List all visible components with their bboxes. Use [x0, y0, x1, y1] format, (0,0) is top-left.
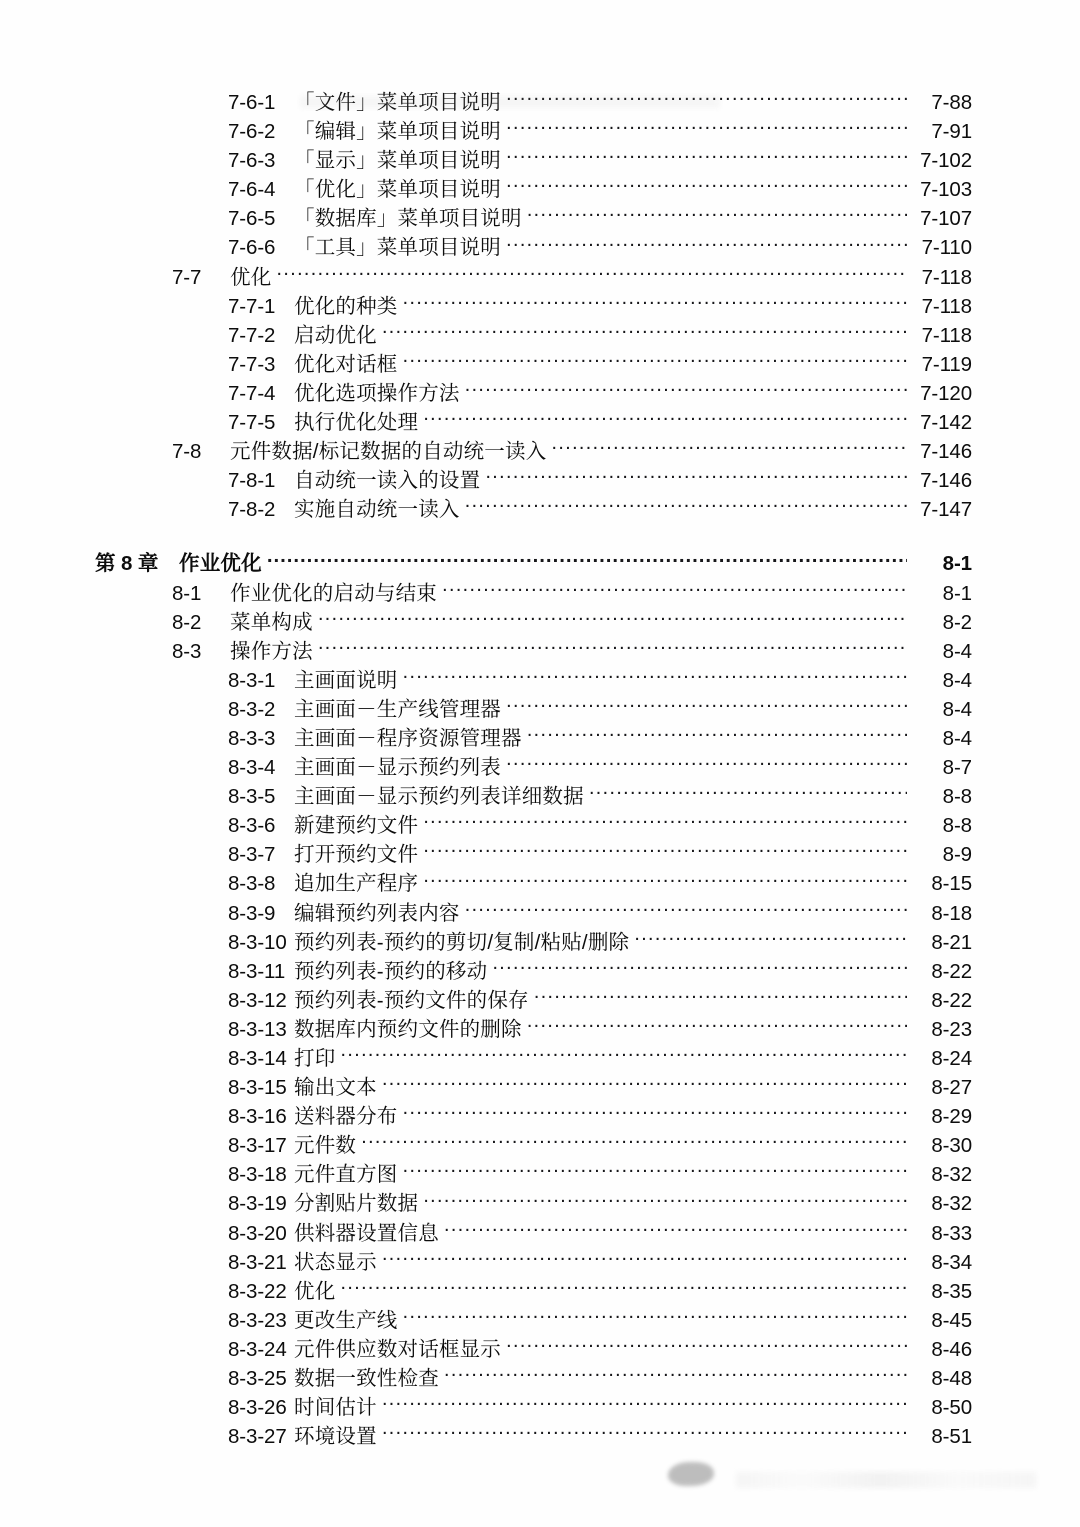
- toc-entry[interactable]: [0, 608, 1080, 637]
- toc-entry-title: 自动统一读入的设置: [294, 469, 481, 493]
- toc-entry[interactable]: [0, 1277, 1080, 1306]
- toc-entry-number: 8-3-15: [228, 1076, 287, 1100]
- toc-entry-title: 打印: [294, 1047, 336, 1070]
- toc-entry-title: 「显示」菜单项目说明: [294, 149, 501, 173]
- toc-entry[interactable]: [0, 986, 1080, 1015]
- toc-entry-page-number: 8-32: [931, 1192, 972, 1216]
- toc-entry-page-number: 7-118: [921, 323, 972, 347]
- toc-entry-page-number: 8-7: [942, 756, 972, 780]
- toc-entry[interactable]: [0, 117, 1080, 146]
- dot-leader: [403, 350, 908, 371]
- toc-entry[interactable]: [0, 1102, 1080, 1131]
- toc-entry-number: 8-3-3: [228, 726, 276, 750]
- toc-entry-number: 8-3-23: [228, 1308, 287, 1332]
- toc-entry[interactable]: [0, 1364, 1080, 1393]
- toc-entry[interactable]: [0, 1131, 1080, 1160]
- toc-entry-title: 菜单构成: [230, 610, 313, 634]
- toc-entry[interactable]: [0, 1422, 1080, 1451]
- toc-entry-number: 8-3-20: [228, 1221, 287, 1245]
- toc-entry-number: 7-6-3: [228, 149, 276, 173]
- toc-entry-title: 优化: [230, 265, 272, 289]
- toc-entry-title: 操作方法: [230, 639, 313, 663]
- toc-entry-title: 主画面－程序资源管理器: [294, 726, 522, 750]
- toc-entry-number: 8-3-12: [228, 988, 287, 1012]
- toc-entry-page-number: 7-110: [921, 236, 972, 260]
- toc-entry[interactable]: [0, 899, 1080, 928]
- toc-entry-number: 8-3-8: [228, 872, 276, 896]
- toc-entry-number: 8-3-1: [228, 668, 276, 692]
- scan-artifact-watermark: [736, 1472, 1036, 1488]
- toc-entry[interactable]: [0, 579, 1080, 608]
- dot-leader: [506, 1335, 907, 1356]
- toc-entry-page-number: 8-1: [942, 552, 972, 576]
- toc-entry-number: 第 8 章: [95, 552, 159, 576]
- toc-entry-number: 8-3-22: [228, 1279, 287, 1303]
- toc-entry-title: 时间估计: [294, 1396, 377, 1420]
- dot-leader: [506, 176, 907, 197]
- toc-entry-page-number: 8-45: [931, 1308, 972, 1332]
- toc-entry-title: 环境设置: [294, 1425, 377, 1449]
- toc-entry-number: 7-7-3: [228, 352, 276, 376]
- dot-leader: [485, 467, 907, 488]
- toc-entry-number: 8-3-11: [228, 959, 286, 983]
- toc-entry-page-number: 8-21: [931, 930, 972, 954]
- toc-entry-number: 8-3-26: [228, 1396, 287, 1420]
- toc-entry[interactable]: [0, 1219, 1080, 1248]
- toc-entry[interactable]: [0, 233, 1080, 262]
- dot-leader: [527, 205, 907, 226]
- toc-entry-title: 「编辑」菜单项目说明: [294, 120, 501, 144]
- toc-entry-page-number: 7-88: [931, 91, 972, 114]
- toc-entry-page-number: 7-147: [920, 498, 972, 522]
- toc-entry[interactable]: [0, 175, 1080, 204]
- toc-entry[interactable]: [0, 495, 1080, 524]
- dot-leader: [506, 695, 907, 716]
- toc-entry-title: 作业优化: [179, 552, 262, 576]
- toc-entry-title: 「工具」菜单项目说明: [294, 236, 501, 260]
- toc-entry-number: 8-3-16: [228, 1105, 287, 1129]
- toc-entry-page-number: 7-107: [920, 207, 972, 231]
- toc-entry-page-number: 8-8: [942, 785, 972, 809]
- toc-entry-page-number: 8-4: [942, 697, 972, 721]
- toc-entry-title: 数据库内预约文件的删除: [294, 1017, 522, 1041]
- toc-entry-title: 打开预约文件: [294, 843, 419, 867]
- toc-entry-page-number: 7-118: [921, 265, 972, 289]
- toc-entry-number: 7-7-4: [228, 381, 276, 405]
- toc-entry-title: 预约列表-预约的剪切/复制/粘贴/删除: [294, 930, 630, 954]
- dot-leader: [465, 899, 907, 920]
- toc-entry-page-number: 8-34: [931, 1250, 972, 1274]
- toc-entry-page-number: 8-15: [931, 872, 972, 896]
- toc-entry[interactable]: [0, 1335, 1080, 1364]
- dot-leader: [442, 579, 907, 600]
- toc-entry[interactable]: [0, 637, 1080, 666]
- dot-leader: [403, 1161, 908, 1182]
- toc-entry-number: 8-3-25: [228, 1367, 287, 1391]
- toc-entry-number: 8-3-10: [228, 930, 287, 954]
- toc-entry-page-number: 7-103: [920, 178, 972, 202]
- toc-entry[interactable]: [0, 782, 1080, 811]
- dot-leader: [423, 409, 907, 430]
- toc-entry[interactable]: [0, 666, 1080, 695]
- toc-entry-title: 状态显示: [294, 1250, 377, 1274]
- toc-entry-number: 7-8-2: [228, 498, 276, 522]
- toc-entry-number: 8-2: [172, 610, 202, 634]
- toc-entry-page-number: 8-30: [931, 1134, 972, 1158]
- toc-entry-number: 8-3-7: [228, 843, 276, 867]
- dot-leader: [423, 1190, 907, 1211]
- toc-entry[interactable]: [0, 321, 1080, 350]
- section-gap: [0, 524, 1080, 549]
- toc-entry-number: 7-7-2: [228, 323, 276, 347]
- toc-entry-number: 8-3-5: [228, 785, 276, 809]
- toc-entry-number: 7-7-1: [228, 294, 276, 318]
- toc-entry-number: 7-8: [172, 440, 202, 464]
- toc-entry-page-number: 8-9: [942, 843, 972, 867]
- toc-entry[interactable]: [0, 1189, 1080, 1218]
- toc-entry-number: 7-6-5: [228, 207, 276, 231]
- toc-entry-title: 启动优化: [294, 323, 377, 347]
- dot-leader: [506, 234, 907, 255]
- toc-entry[interactable]: [0, 204, 1080, 233]
- toc-entry-number: 8-3-6: [228, 814, 276, 838]
- dot-leader: [267, 550, 907, 571]
- toc-entry-number: 8-3-24: [228, 1337, 287, 1361]
- toc-entry-title: 新建预约文件: [294, 814, 419, 838]
- dot-leader: [318, 637, 907, 658]
- toc-entry-title: 作业优化的启动与结束: [230, 581, 437, 605]
- dot-leader: [382, 321, 907, 342]
- toc-entry[interactable]: [0, 292, 1080, 321]
- toc-entry-page-number: 8-50: [931, 1396, 972, 1420]
- dot-leader: [527, 724, 907, 745]
- toc-entry[interactable]: [0, 350, 1080, 379]
- dot-leader: [506, 147, 907, 168]
- toc-entry-number: 8-3-17: [228, 1134, 287, 1158]
- toc-entry[interactable]: [0, 1044, 1080, 1073]
- dot-leader: [403, 1306, 908, 1327]
- dot-leader: [506, 118, 907, 139]
- toc-entry-page-number: 8-4: [942, 639, 972, 663]
- toc-entry-page-number: 8-48: [931, 1367, 972, 1391]
- toc-entry-page-number: 7-142: [920, 411, 972, 435]
- toc-entry-title: 预约列表-预约的移动: [294, 959, 488, 983]
- dot-leader: [382, 1248, 907, 1269]
- toc-entry-page-number: 8-46: [931, 1337, 972, 1361]
- toc-entry-title: 「优化」菜单项目说明: [294, 178, 501, 202]
- toc-entry-number: 8-3-14: [228, 1047, 287, 1070]
- toc-entry[interactable]: [0, 724, 1080, 753]
- dot-leader: [527, 1015, 907, 1036]
- toc-entry-title: 更改生产线: [294, 1308, 398, 1332]
- dot-leader: [444, 1219, 907, 1240]
- toc-entry-title: 「数据库」菜单项目说明: [294, 207, 522, 231]
- scan-artifact-smudge: [668, 1462, 714, 1486]
- toc-entry-title: 分割贴片数据: [294, 1192, 419, 1216]
- toc-entry[interactable]: [0, 1015, 1080, 1044]
- toc-entry-number: 8-3-2: [228, 697, 276, 721]
- toc-entry-page-number: 8-33: [931, 1221, 972, 1245]
- toc-entry-title: 元件数: [294, 1134, 357, 1158]
- toc-entry-title: 「文件」菜单项目说明: [294, 91, 501, 114]
- dot-leader: [361, 1132, 907, 1153]
- toc-entry-page-number: 8-1: [942, 581, 972, 605]
- dot-leader: [506, 754, 907, 775]
- toc-entry[interactable]: [0, 263, 1080, 292]
- dot-leader: [403, 292, 908, 313]
- table-of-contents: [0, 88, 1080, 1451]
- dot-leader: [423, 870, 907, 891]
- scan-artifact-top: [300, 96, 720, 108]
- toc-entry-title: 元件数据/标记数据的自动统一读入: [230, 440, 547, 464]
- toc-entry-title: 主画面－显示预约列表详细数据: [294, 785, 584, 809]
- toc-entry-number: 8-3-9: [228, 901, 276, 925]
- toc-entry-title: 优化的种类: [294, 294, 398, 318]
- dot-leader: [423, 812, 907, 833]
- toc-entry-page-number: 8-18: [931, 901, 972, 925]
- dot-leader: [551, 438, 907, 459]
- toc-entry[interactable]: [0, 146, 1080, 175]
- toc-entry-page-number: 8-35: [931, 1279, 972, 1303]
- toc-entry-title: 送料器分布: [294, 1105, 398, 1129]
- toc-entry-number: 7-6-4: [228, 178, 276, 202]
- toc-entry[interactable]: [0, 928, 1080, 957]
- dot-leader: [465, 496, 907, 517]
- toc-entry-page-number: 8-4: [942, 726, 972, 750]
- dot-leader: [634, 928, 907, 949]
- toc-entry-number: 8-1: [172, 581, 202, 605]
- toc-entry[interactable]: [0, 1248, 1080, 1277]
- toc-entry-page-number: 7-120: [920, 381, 972, 405]
- toc-entry-page-number: 8-23: [931, 1017, 972, 1041]
- dot-leader: [340, 1277, 907, 1298]
- dot-leader: [276, 263, 907, 284]
- dot-leader: [318, 608, 907, 629]
- dot-leader: [340, 1045, 907, 1066]
- toc-entry-number: 8-3-27: [228, 1425, 287, 1449]
- dot-leader: [403, 1103, 908, 1124]
- toc-entry-page-number: 8-24: [931, 1047, 972, 1070]
- toc-entry[interactable]: [0, 957, 1080, 986]
- toc-entry-page-number: 8-22: [931, 959, 972, 983]
- toc-entry-page-number: 7-146: [920, 469, 972, 493]
- toc-entry[interactable]: [0, 1073, 1080, 1102]
- toc-entry-page-number: 8-27: [931, 1076, 972, 1100]
- toc-entry[interactable]: [0, 695, 1080, 724]
- toc-entry-title: 输出文本: [294, 1076, 377, 1100]
- toc-entry[interactable]: [0, 753, 1080, 782]
- toc-entry-title: 追加生产程序: [294, 872, 419, 896]
- toc-entry-page-number: 8-51: [931, 1425, 972, 1449]
- toc-entry-page-number: 8-8: [942, 814, 972, 838]
- toc-entry[interactable]: [0, 869, 1080, 898]
- toc-entry-title: 数据一致性检查: [294, 1367, 439, 1391]
- toc-entry-number: 7-6-1: [228, 91, 276, 114]
- toc-entry-number: 8-3-19: [228, 1192, 287, 1216]
- dot-leader: [534, 986, 907, 1007]
- toc-entry-page-number: 8-22: [931, 988, 972, 1012]
- toc-entry-title: 主画面－生产线管理器: [294, 697, 501, 721]
- toc-entry-number: 7-6-6: [228, 236, 276, 260]
- toc-entry-number: 7-7-5: [228, 411, 276, 435]
- toc-entry-title: 编辑预约列表内容: [294, 901, 460, 925]
- toc-entry-title: 实施自动统一读入: [294, 498, 460, 522]
- dot-leader: [382, 1394, 907, 1415]
- toc-entry-number: 8-3-21: [228, 1250, 287, 1274]
- toc-entry-title: 优化对话框: [294, 352, 398, 376]
- toc-entry-number: 7-8-1: [228, 469, 276, 493]
- dot-leader: [589, 783, 907, 804]
- toc-entry-title: 供料器设置信息: [294, 1221, 439, 1245]
- toc-entry-page-number: 8-29: [931, 1105, 972, 1129]
- toc-entry[interactable]: [0, 379, 1080, 408]
- toc-entry-number: 8-3-4: [228, 756, 276, 780]
- toc-entry[interactable]: [0, 408, 1080, 437]
- toc-entry-title: 主画面－显示预约列表: [294, 756, 501, 780]
- toc-entry-number: 8-3: [172, 639, 202, 663]
- toc-entry-number: 7-7: [172, 265, 202, 289]
- toc-entry[interactable]: [0, 1306, 1080, 1335]
- toc-entry-title: 元件供应数对话框显示: [294, 1337, 501, 1361]
- toc-entry[interactable]: [0, 811, 1080, 840]
- toc-entry-number: 7-6-2: [228, 120, 276, 144]
- dot-leader: [403, 666, 908, 687]
- toc-entry-page-number: 8-32: [931, 1163, 972, 1187]
- toc-entry-title: 预约列表-预约文件的保存: [294, 988, 529, 1012]
- toc-entry-number: 8-3-18: [228, 1163, 287, 1187]
- toc-entry-page-number: 7-102: [920, 149, 972, 173]
- dot-leader: [444, 1365, 907, 1386]
- toc-entry-page-number: 7-91: [931, 120, 972, 144]
- dot-leader: [465, 379, 907, 400]
- toc-chapter-entry[interactable]: [0, 549, 1080, 578]
- toc-entry-page-number: 7-118: [921, 294, 972, 318]
- toc-entry[interactable]: [0, 437, 1080, 466]
- toc-entry-title: 元件直方图: [294, 1163, 398, 1187]
- toc-entry-page-number: 7-119: [921, 352, 972, 376]
- dot-leader: [382, 1423, 907, 1444]
- toc-entry-page-number: 8-2: [942, 610, 972, 634]
- toc-entry[interactable]: [0, 466, 1080, 495]
- dot-leader: [423, 841, 907, 862]
- toc-entry[interactable]: [0, 1160, 1080, 1189]
- toc-entry-title: 优化选项操作方法: [294, 381, 460, 405]
- dot-leader: [382, 1074, 907, 1095]
- toc-entry[interactable]: [0, 1393, 1080, 1422]
- toc-entry-title: 主画面说明: [294, 668, 398, 692]
- toc-entry-title: 优化: [294, 1279, 336, 1303]
- toc-entry[interactable]: [0, 840, 1080, 869]
- toc-entry-page-number: 7-146: [920, 440, 972, 464]
- dot-leader: [492, 957, 907, 978]
- toc-entry-title: 执行优化处理: [294, 411, 419, 435]
- toc-entry-page-number: 8-4: [942, 668, 972, 692]
- toc-entry-number: 8-3-13: [228, 1017, 287, 1041]
